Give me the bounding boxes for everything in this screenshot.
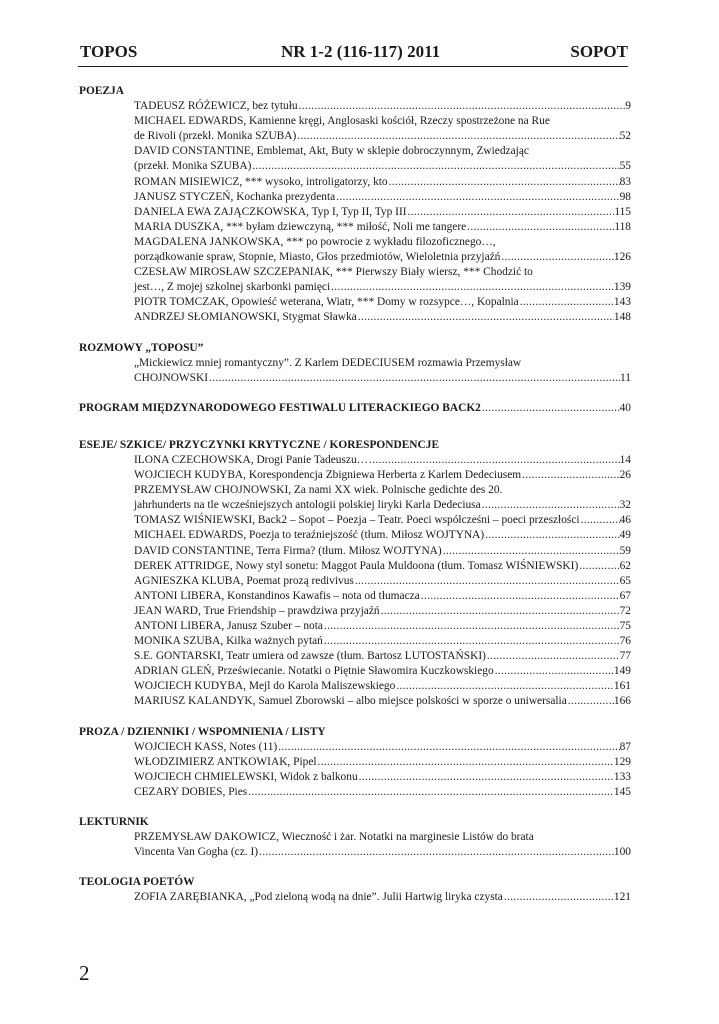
entry-lead-line [134,589,631,604]
entry-lead-line [134,649,631,664]
toc-entry [134,559,631,574]
toc-entry [134,528,631,543]
entry-lead-line [134,453,631,468]
toc-entry [134,664,631,679]
entry-page: 129 [613,755,631,768]
entry-page: 32 [619,499,631,512]
dot-leader [358,310,614,325]
entry-line: CZESŁAW MIROSŁAW SZCZEPANIAK, *** Pierwszy Biały wiersz, *** Chodzić to [134,266,533,279]
toc-entry [134,574,631,589]
entry-lead-line [134,559,631,574]
entry-lead-line [134,679,631,694]
entry-page: 98 [619,190,631,203]
entry-line: MICHAEL EDWARDS, Kamienne kręgi, Anglosaski kościół, Rzeczy spostrzeżone na Rue [134,115,550,128]
entry-text: ROMAN MISIEWICZ, *** wysoko, introligatorzy, kto [134,175,388,188]
entry-page: 26 [619,469,631,482]
entry-lead-line [134,770,631,785]
dot-leader [299,99,626,114]
toc-entry [134,755,631,770]
toc-section [79,341,632,386]
dot-leader [324,619,620,634]
toc-entry [134,114,631,144]
entry-text: JANUSZ STYCZEŃ, Kochanka prezydenta [134,190,336,203]
entry-text: JEAN WARD, True Friendship – prawdziwa przyjaźń [134,604,380,617]
entry-text: DAVID CONSTANTINE, Terra Firma? (tłum. Miłosz WOJTYNA) [134,544,442,557]
toc-entry [134,694,631,709]
dot-leader [297,129,619,144]
dot-leader [389,175,620,190]
entry-lead-line [134,295,631,310]
toc-entry [134,619,631,634]
entry-page: 121 [613,891,631,904]
toc-section [79,875,632,905]
entry-page: 161 [613,680,631,693]
entry-lead-line [134,574,631,589]
dot-leader [259,845,614,860]
dot-leader [482,498,620,513]
entry-text: MONIKA SZUBA, Kilka ważnych pytań [134,635,323,648]
entry-page: 83 [619,175,631,188]
entry-text: MARIUSZ KALANDYK, Samuel Zborowski – albo miejsce polskości w sporze o uniwersalia [134,695,567,708]
entry-text: Vincenta Van Gogha (cz. I) [134,846,259,859]
entry-lead-line [134,785,631,800]
entry-page: 62 [619,559,631,572]
entry-text: ILONA CZECHOWSKA, Drogi Panie Tadeuszu… [134,453,369,466]
entry-text: ADRIAN GLEŃ, Przeświecanie. Notatki o Piętnie Sławomira Kuczkowskiego [134,665,494,678]
entry-text: WOJCIECH KUDYBA, Korespondencja Zbigniewa Herberta z Karlem Dedeciusem [134,469,522,482]
toc-entry [134,649,631,664]
entry-lead-line [134,280,631,295]
toc-entry [134,785,631,800]
journal-city: SOPOT [570,42,628,61]
toc-entry [134,205,631,220]
entry-lead-line [134,755,631,770]
dot-leader [355,574,620,589]
entry-text: WOJCIECH CHMIELEWSKI, Widok z balkonu [134,770,358,783]
entry-lead-line [134,890,631,905]
entry-text: CEZARY DOBIES, Pies [134,785,248,798]
toc-entry [134,830,631,860]
toc-entry [134,634,631,649]
entry-text: MICHAEL EDWARDS, Poezja to teraźniejszość (tłum. Miłosz WOJTYNA) [134,529,485,542]
dot-leader [421,589,620,604]
dot-leader [252,159,619,174]
toc-entry [134,175,631,190]
entry-page: 52 [619,130,631,143]
toc-entry [134,99,631,114]
toc-entry [134,310,631,325]
toc-entry [134,513,631,528]
entry-text: porządkowanie spraw, Stopnie, Miasto, Głos przedmiotów, Wieloletnia przyjaźń [134,251,501,264]
dot-leader [581,513,620,528]
section-title: TEOLOGIA POETÓW [79,876,195,889]
entry-page: 76 [619,635,631,648]
dot-leader [482,401,620,416]
entry-text: WOJCIECH KASS, Notes (11) [134,740,278,753]
entry-text: ANDRZEJ SŁOMIANOWSKI, Stygmat Sławka [134,311,357,324]
toc-entry [134,679,631,694]
entry-text: PIOTR TOMCZAK, Opowieść weterana, Wiatr, *** Domy w rozsypce…, Kopalnia [134,296,519,309]
issue-number: NR 1-2 (116-117) 2011 [281,42,441,61]
entry-text: (przekł. Monika SZUBA) [134,160,252,173]
entry-line: PRZEMYSŁAW DAKOWICZ, Wieczność i żar. Notatki na marginesie Listów do brata [134,831,534,844]
page-number: 2 [79,961,90,985]
entry-page: 67 [619,589,631,602]
entry-text: TOMASZ WIŚNIEWSKI, Back2 – Sopot – Poezja – Teatr. Poeci współcześni – poeci przeszłości [134,514,580,527]
section-title: ROZMOWY „TOPOSU” [79,341,204,354]
section-title: LEKTURNIK [79,816,149,829]
dot-leader [359,770,614,785]
entry-text: PROGRAM MIĘDZYNARODOWEGO FESTIWALU LITERACKIEGO BACK2 [79,401,481,414]
entry-text: AGNIESZKA KLUBA, Poemat prozą redivivus [134,574,354,587]
dot-leader [318,755,614,770]
dot-leader [209,371,620,386]
entry-page: 133 [613,770,631,783]
entry-text: WŁODZIMIERZ ANTKOWIAK, Pipel [134,755,317,768]
toc-entry [134,604,631,619]
entry-lead-line [134,664,631,679]
entry-lead-line [134,129,631,144]
toc-entry [134,356,631,386]
entry-page: 149 [613,665,631,678]
toc-entry [134,544,631,559]
toc-entry [134,265,631,295]
entry-lead-line [134,619,631,634]
entry-lead-line [134,99,631,114]
toc-section [79,84,632,326]
entry-lead-line [134,604,631,619]
entry-page: 145 [613,785,631,798]
dot-leader [520,295,614,310]
entry-page: 166 [613,695,631,708]
entry-lead-line [134,740,631,755]
toc-entry [134,235,631,265]
toc-entry [134,740,631,755]
section-title: PROZA / DZIENNIKI / WSPOMNIENIA / LISTY [79,725,326,738]
entry-lead-line [134,190,631,205]
entry-text: WOJCIECH KUDYBA, Mejl do Karola Maliszewskiego [134,680,396,693]
entry-text: MARIA DUSZKA, *** byłam dziewczyną, *** miłość, Noli me tangere [134,220,467,233]
entry-lead-line [134,528,631,543]
entry-page: 87 [619,740,631,753]
entry-lead-line [134,220,631,235]
dot-leader [522,468,619,483]
dot-leader [504,890,614,905]
entry-page: 115 [614,205,631,218]
entry-lead-line [134,845,631,860]
entry-lead-line [134,250,631,265]
dot-leader [487,649,620,664]
dot-leader [324,634,620,649]
toc-section [79,725,632,800]
dot-leader [396,679,614,694]
entry-lead-line [134,694,631,709]
entry-page: 49 [619,529,631,542]
toc-entry [134,589,631,604]
entry-line: PRZEMYSŁAW CHOJNOWSKI, Za nami XX wiek. Polnische gedichte des 20. [134,484,503,497]
entry-line: MAGDALENA JANKOWSKA, *** po powrocie z wykładu filozoficznego…, [134,235,496,248]
dot-leader [579,559,619,574]
entry-page: 11 [620,371,631,384]
toc-entry [134,144,631,174]
dot-leader [248,785,614,800]
dot-leader [408,205,615,220]
entry-text: CHOJNOWSKI [134,371,209,384]
entry-line: DAVID CONSTANTINE, Emblemat, Akt, Buty w sklepie dobroczynnym, Zwiedzając [134,145,529,158]
entry-page: 55 [619,160,631,173]
entry-text: ANTONI LIBERA, Konstandinos Kawafis – nota od tłumacza [134,589,420,602]
entry-lead-line [134,175,631,190]
entry-text: DANIELA EWA ZAJĄCZKOWSKA, Typ I, Typ II, Typ III [134,205,407,218]
header-rule [78,66,628,67]
entry-lead-line [134,205,631,220]
toc-entry [134,220,631,235]
entry-lead-line [134,498,631,513]
entry-lead-line [134,544,631,559]
entry-page: 9 [625,100,631,113]
entry-page: 59 [619,544,631,557]
section-title: POEZJA [79,85,124,97]
toc-section [79,401,632,416]
toc-section [79,438,632,710]
section-title-entry [79,401,631,416]
toc-entry [134,468,631,483]
toc-section [79,815,632,860]
entry-text: S.E. GONTARSKI, Teatr umiera od zawsze (tłum. Bartosz LUTOSTAŃSKI) [134,650,486,663]
section-title: ESEJE/ SZKICE/ PRZYCZYNKI KRYTYCZNE / KORESPONDENCJE [79,438,440,451]
entry-page: 72 [619,604,631,617]
entry-page: 77 [619,650,631,663]
running-header [78,42,628,64]
entry-page: 40 [619,401,631,414]
entry-line: „Mickiewicz mniej romantyczny”. Z Karlem DEDECIUSEM rozmawia Przemysław [134,356,522,369]
dot-leader [568,694,614,709]
dot-leader [495,664,614,679]
entry-text: jest…, Z mojej szkolnej skarbonki pamięci [134,281,331,294]
dot-leader [278,740,619,755]
entry-lead-line [134,159,631,174]
entry-page: 148 [613,311,631,324]
entry-lead-line [134,634,631,649]
dot-leader [336,190,619,205]
entry-page: 46 [619,514,631,527]
entry-lead-line [134,371,631,386]
entry-lead-line [134,513,631,528]
toc-entry [134,453,631,468]
dot-leader [467,220,614,235]
entry-text: jahrhunderts na tle wcześniejszych antologii polskiej liryki Karla Dedeciusa [134,499,481,512]
entry-text: ANTONI LIBERA, Janusz Szuber – nota [134,620,323,632]
entry-lead-line [134,468,631,483]
dot-leader [501,250,614,265]
entry-page: 139 [613,281,631,294]
toc-entry [134,295,631,310]
toc-entry [134,770,631,785]
dot-leader [331,280,614,295]
entry-page: 118 [614,220,631,233]
table-of-contents [79,84,632,906]
entry-page: 14 [619,453,631,466]
dot-leader [485,528,619,543]
toc-entry [134,890,631,905]
entry-page: 126 [613,251,631,264]
toc-entry [134,483,631,513]
dot-leader [443,544,620,559]
entry-page: 100 [613,846,631,859]
dot-leader [381,604,620,619]
journal-title: TOPOS [80,42,138,61]
entry-page: 75 [619,620,631,632]
toc-entry [134,190,631,205]
entry-text: DEREK ATTRIDGE, Nowy styl sonetu: Maggot Paula Muldoona (tłum. Tomasz WIŚNIEWSKI) [134,559,579,572]
entry-text: de Rivoli (przekł. Monika SZUBA) [134,130,297,143]
entry-text: TADEUSZ RÓŻEWICZ, bez tytułu [134,100,298,113]
entry-text: ZOFIA ZARĘBIANKA, „Pod zieloną wodą na dnie”. Julii Hartwig liryka czysta [134,891,503,904]
entry-page: 65 [619,574,631,587]
entry-lead-line [134,310,631,325]
dot-leader [369,453,620,468]
entry-page: 143 [613,296,631,309]
